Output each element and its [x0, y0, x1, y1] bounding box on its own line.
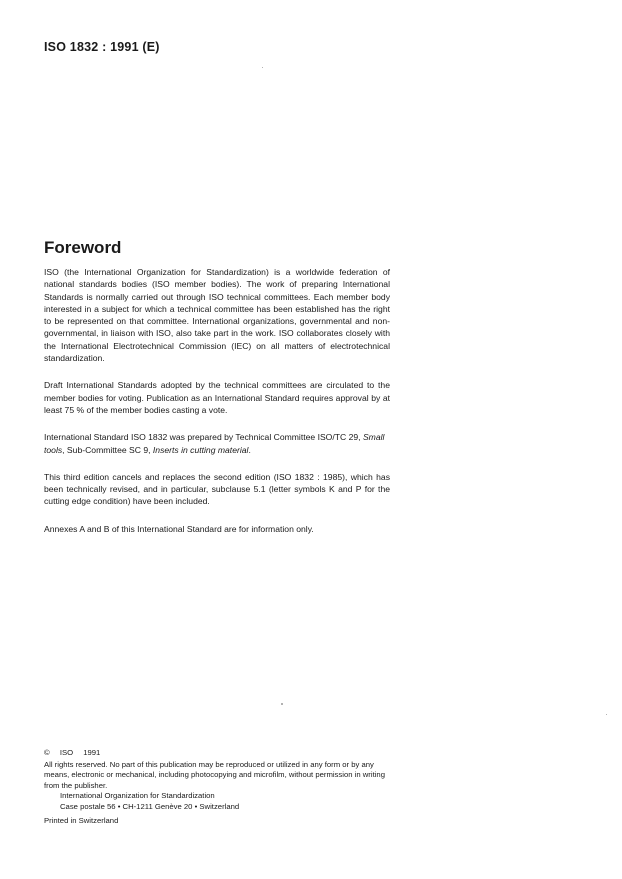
preparation-end: .	[248, 444, 251, 455]
copyright-year: 1991	[83, 748, 101, 757]
subcommittee-text: , Sub-Committee SC 9,	[62, 444, 151, 455]
foreword-body	[44, 266, 390, 550]
printed-in: Printed in Switzerland	[44, 815, 119, 825]
copyright-org: ISO	[59, 748, 74, 757]
section-title: Foreword	[44, 238, 122, 257]
copyright-line	[44, 748, 390, 759]
publisher-address: Case postale 56 • CH-1211 Genève 20 • Switzerland	[60, 801, 240, 811]
copyright-symbol: ©	[44, 748, 50, 757]
publisher-name: International Organization for Standardization	[60, 791, 215, 801]
preparation-text: International Standard ISO 1832 was prepared by Technical Committee ISO/TC 29,	[44, 432, 361, 443]
scan-speck	[606, 714, 607, 715]
rights-notice: All rights reserved. No part of this publication may be reproduced or utilized in any form or by any means, electronic or mechanical, including photocopying and microfilm, without permission in writing from the publisher.	[44, 759, 385, 790]
paragraph-draft-standards: Draft International Standards adopted by the technical committees are circulated to the member bodies for voting. Publication as an International Standard requires approval by at least 75 % of the member bodies casting a vote.	[44, 380, 390, 415]
scan-speck	[281, 703, 283, 705]
document-identifier: ISO 1832 : 1991 (E)	[44, 40, 160, 54]
paragraph-preparation	[44, 431, 390, 456]
paragraph-annexes: Annexes A and B of this International Standard are for information only.	[44, 523, 314, 534]
subcommittee-title: Inserts in cutting material	[152, 444, 249, 455]
paragraph-edition: This third edition cancels and replaces the second edition (ISO 1832 : 1985), which has been technically revised, and in particular, subclause 5.1 (letter symbols K and P for the cutting edge condition) have been included.	[44, 471, 390, 507]
paragraph-iso-description: ISO (the International Organization for Standardization) is a worldwide federation of national standards bodies (ISO member bodies). The work of preparing International Standards is normally carried out through ISO technical committees. Each member body interested in a subject for which a technical committee has been established has the right to be represented on that committee. International organizations, governmental and non-governmental, in liaison with ISO, also take part in the work. ISO collaborates closely with the International Electrotechnical Commission (IEC) on all matters of electrotechnical standardization.	[44, 267, 390, 364]
committee-title: Small tools	[44, 432, 385, 455]
scan-speck	[262, 67, 263, 68]
copyright-footer	[44, 748, 390, 826]
